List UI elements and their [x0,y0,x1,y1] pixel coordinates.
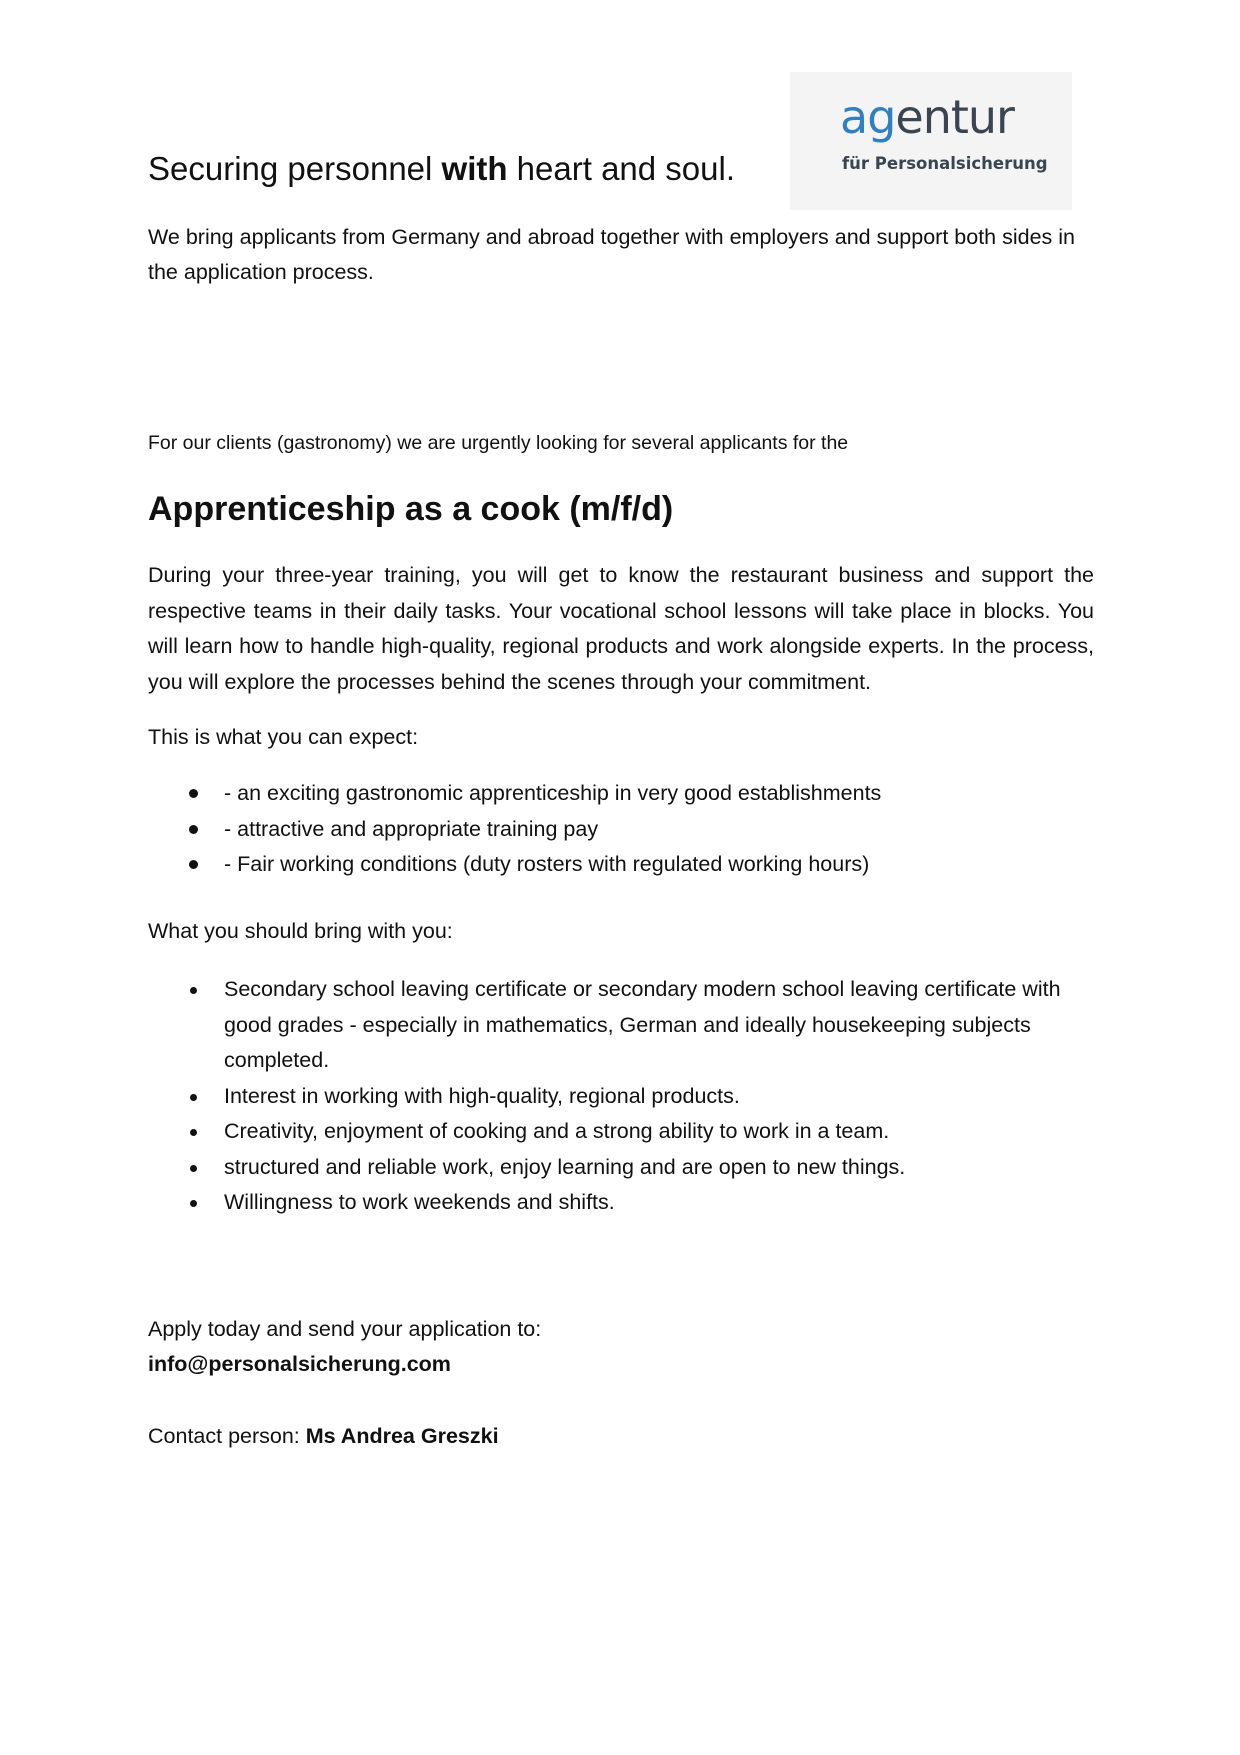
list-item: - attractive and appropriate training pay [148,812,1108,848]
logo-subtitle: für Personalsicherung [842,154,1048,173]
expect-list [148,776,1108,883]
list-item: structured and reliable work, enjoy learning and are open to new things. [148,1150,1096,1186]
bring-heading: What you should bring with you: [148,919,453,943]
application-email[interactable]: info@personalsicherung.com [148,1352,451,1376]
bring-list [148,972,1096,1221]
expect-heading: This is what you can expect: [148,725,419,749]
agency-logo [790,72,1072,210]
contact-name: Ms Andrea Greszki [305,1424,499,1448]
apply-text: Apply today and send your application to: [148,1317,542,1341]
list-item: Interest in working with high-quality, regional products. [148,1079,1096,1115]
list-item: Creativity, enjoyment of cooking and a strong ability to work in a team. [148,1114,1096,1150]
bullet-icon [190,1094,197,1101]
list-item: Secondary school leaving certificate or secondary modern school leaving certificate with good grades - especially in mathematics, German and ideally housekeeping subjects completed. [148,972,1096,1079]
job-title: Apprenticeship as a cook (m/f/d) [148,490,674,528]
contact-person: Contact person: Ms Andrea Greszki [148,1424,499,1448]
lookfor-text: For our clients (gastronomy) we are urgently looking for several applicants for the [148,432,849,454]
intro-paragraph: We bring applicants from Germany and abroad together with employers and support both sides in the application process. [148,225,1075,284]
bullet-icon [190,1129,197,1136]
page-tagline: Securing personnel with heart and soul. [148,150,736,187]
bullet-icon [190,1200,197,1207]
bullet-icon [190,987,197,994]
list-item: - an exciting gastronomic apprenticeship in very good establishments [148,776,1108,812]
list-item: - Fair working conditions (duty rosters with regulated working hours) [148,847,1108,883]
bullet-icon [190,1165,197,1172]
bullet-icon [189,860,198,869]
job-description: During your three-year training, you will get to know the restaurant business and support the respective teams in their daily tasks. Your vocational school lessons will take place in blocks. You will learn how to handle high-quality, regional products and work alongside experts. In the process, you will explore the processes behind the scenes through your commitment. [148,563,1094,694]
logo-wordmark: agentur [840,90,1014,144]
bullet-icon [189,825,198,834]
list-item: Willingness to work weekends and shifts. [148,1185,1096,1221]
bullet-icon [189,789,198,798]
